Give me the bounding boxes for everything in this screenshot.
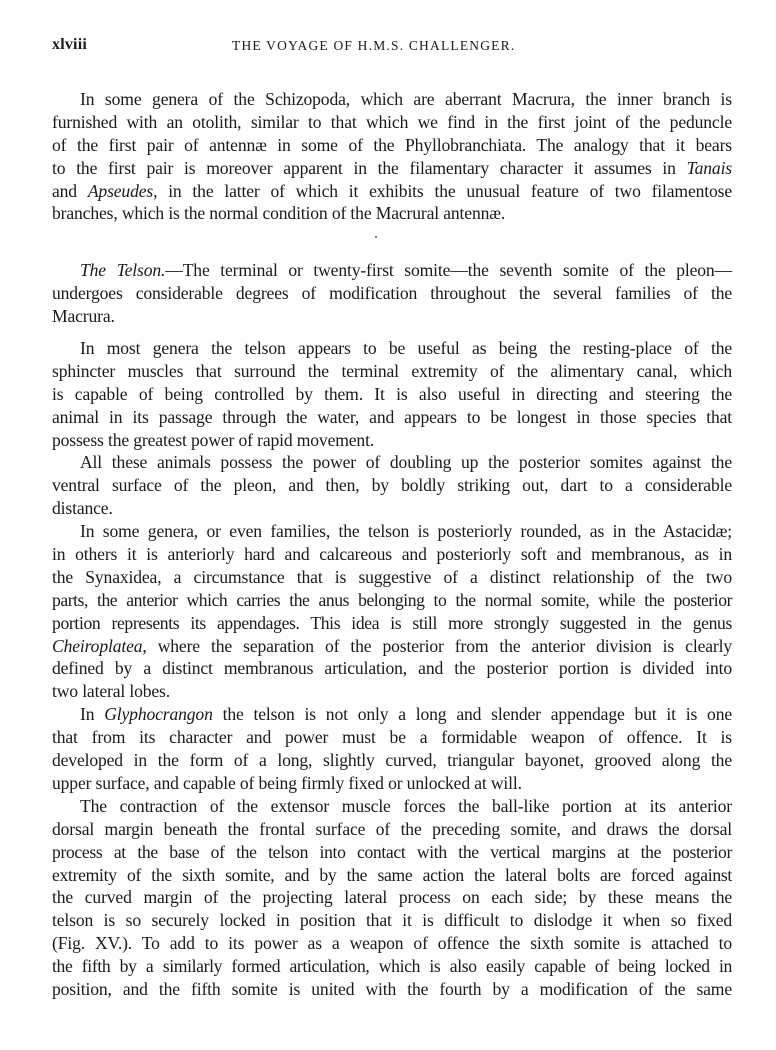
- text-line: of the first pair of antennæ in some of the Phyllobranchiata. The analogy that it bears: [52, 134, 732, 155]
- text-line: developed in the form of a long, slightly curved, triangular bayonet, grooved along the: [52, 750, 732, 771]
- text-line: distance.: [52, 498, 113, 519]
- text-line: telson is so securely locked in position that it is difficult to dislodge it when so fixed: [52, 910, 732, 931]
- text-line: In most genera the telson appears to be useful as being the resting-place of the: [80, 338, 732, 359]
- text-line: In Glyphocrangon the telson is not only a long and slender appendage but it is one: [80, 704, 733, 725]
- genus-name: Cheiroplatea: [52, 635, 143, 656]
- text-line: extremity of the sixth somite, and by the same action the lateral bolts are forced against: [52, 864, 732, 885]
- text-line: in others it is anteriorly hard and calcareous and posteriorly soft and membranous, as in: [52, 544, 732, 565]
- text-line: Macrura.: [52, 306, 115, 327]
- paragraph-glyphocrangon: [52, 703, 732, 795]
- text-line: possess the greatest power of rapid movement.: [52, 429, 375, 450]
- paragraph-most-genera: [52, 337, 732, 451]
- paragraph-some-genera: [52, 520, 732, 703]
- text-line: dorsal margin beneath the frontal surface of the preceding somite, and draws the dorsal: [52, 818, 732, 839]
- text-line: that from its character and power must be a formidable weapon of offence. It is: [52, 727, 732, 748]
- text-line: Cheiroplatea, where the separation of the posterior from the anterior division is clearly: [52, 635, 732, 656]
- genus-name: Glyphocrangon: [104, 704, 213, 725]
- text-line: upper surface, and capable of being firmly fixed or unlocked at will.: [52, 772, 522, 793]
- paragraph-telson: [52, 259, 732, 328]
- text-line: the fifth by a similarly formed articulation, which is also easily capable of being locked in: [52, 956, 732, 977]
- page-body: [52, 88, 732, 1001]
- text-line: parts, the anterior which carries the anus belonging to the normal somite, while the posterior: [52, 589, 732, 610]
- text-line: the Synaxidea, a circumstance that is suggestive of a distinct relationship of the two: [52, 566, 732, 587]
- text-line: In some genera of the Schizopoda, which are aberrant Macrura, the inner branch is: [80, 89, 732, 109]
- paragraph-all-animals: [52, 451, 732, 520]
- text-line: furnished with an otolith, similar to that which we find in the first joint of the peduncle: [52, 111, 732, 132]
- text-line: is capable of being controlled by them. It is also useful in directing and steering the: [52, 383, 732, 404]
- text-line: portion represents its appendages. This idea is still more strongly suggested in the genus: [52, 612, 732, 633]
- text-line: two lateral lobes.: [52, 681, 170, 702]
- text-line: The Telson.—The terminal or twenty-first somite—the seventh somite of the pleon—: [80, 260, 732, 281]
- text-line: (Fig. XV.). To add to its power as a weapon of offence the sixth somite is attached to: [52, 933, 732, 954]
- text-line: the curved margin of the projecting lateral process on each side; by these means the: [52, 887, 732, 908]
- paragraph-schizopoda: [52, 88, 732, 225]
- genus-name: Tanais: [686, 157, 733, 178]
- text-line: undergoes considerable degrees of modification throughout the several families of the: [52, 283, 732, 304]
- text-line: and Apseudes, in the latter of which it exhibits the unusual feature of two filamentose: [52, 180, 733, 201]
- section-heading: The Telson.: [80, 260, 166, 281]
- text-line: sphincter muscles that surround the terminal extremity of the alimentary canal, which: [52, 360, 732, 381]
- text-line: process at the base of the telson into contact with the vertical margins at the posterior: [52, 841, 732, 862]
- text-line: to the first pair is moreover apparent in the filamentary character it assumes in Tanais: [52, 157, 733, 178]
- text-line: animal in its passage through the water, and appears to be longest in those species that: [52, 406, 732, 427]
- text-line: defined by a distinct membranous articulation, and the posterior portion is divided into: [52, 658, 732, 679]
- section-gap: [52, 225, 732, 259]
- genus-name: Apseudes: [87, 180, 154, 201]
- page-header: [52, 36, 732, 58]
- text-line: The contraction of the extensor muscle forces the ball-like portion at its anterior: [80, 795, 732, 816]
- text-line: branches, which is the normal condition of the Macrural antennæ.: [52, 203, 506, 224]
- text-line: In some genera, or even families, the telson is posteriorly rounded, as in the Astacidæ;: [80, 521, 732, 542]
- text-line: All these animals possess the power of doubling up the posterior somites against the: [80, 452, 732, 473]
- text-line: position, and the fifth somite is united with the fourth by a modification of the same: [52, 978, 732, 999]
- running-title: THE VOYAGE OF H.M.S. CHALLENGER.: [232, 38, 516, 53]
- page-number: xlviii: [52, 36, 87, 53]
- text-line: ventral surface of the pleon, and then, by boldly striking out, dart to a considerable: [52, 475, 732, 496]
- paragraph-contraction: [52, 795, 732, 1001]
